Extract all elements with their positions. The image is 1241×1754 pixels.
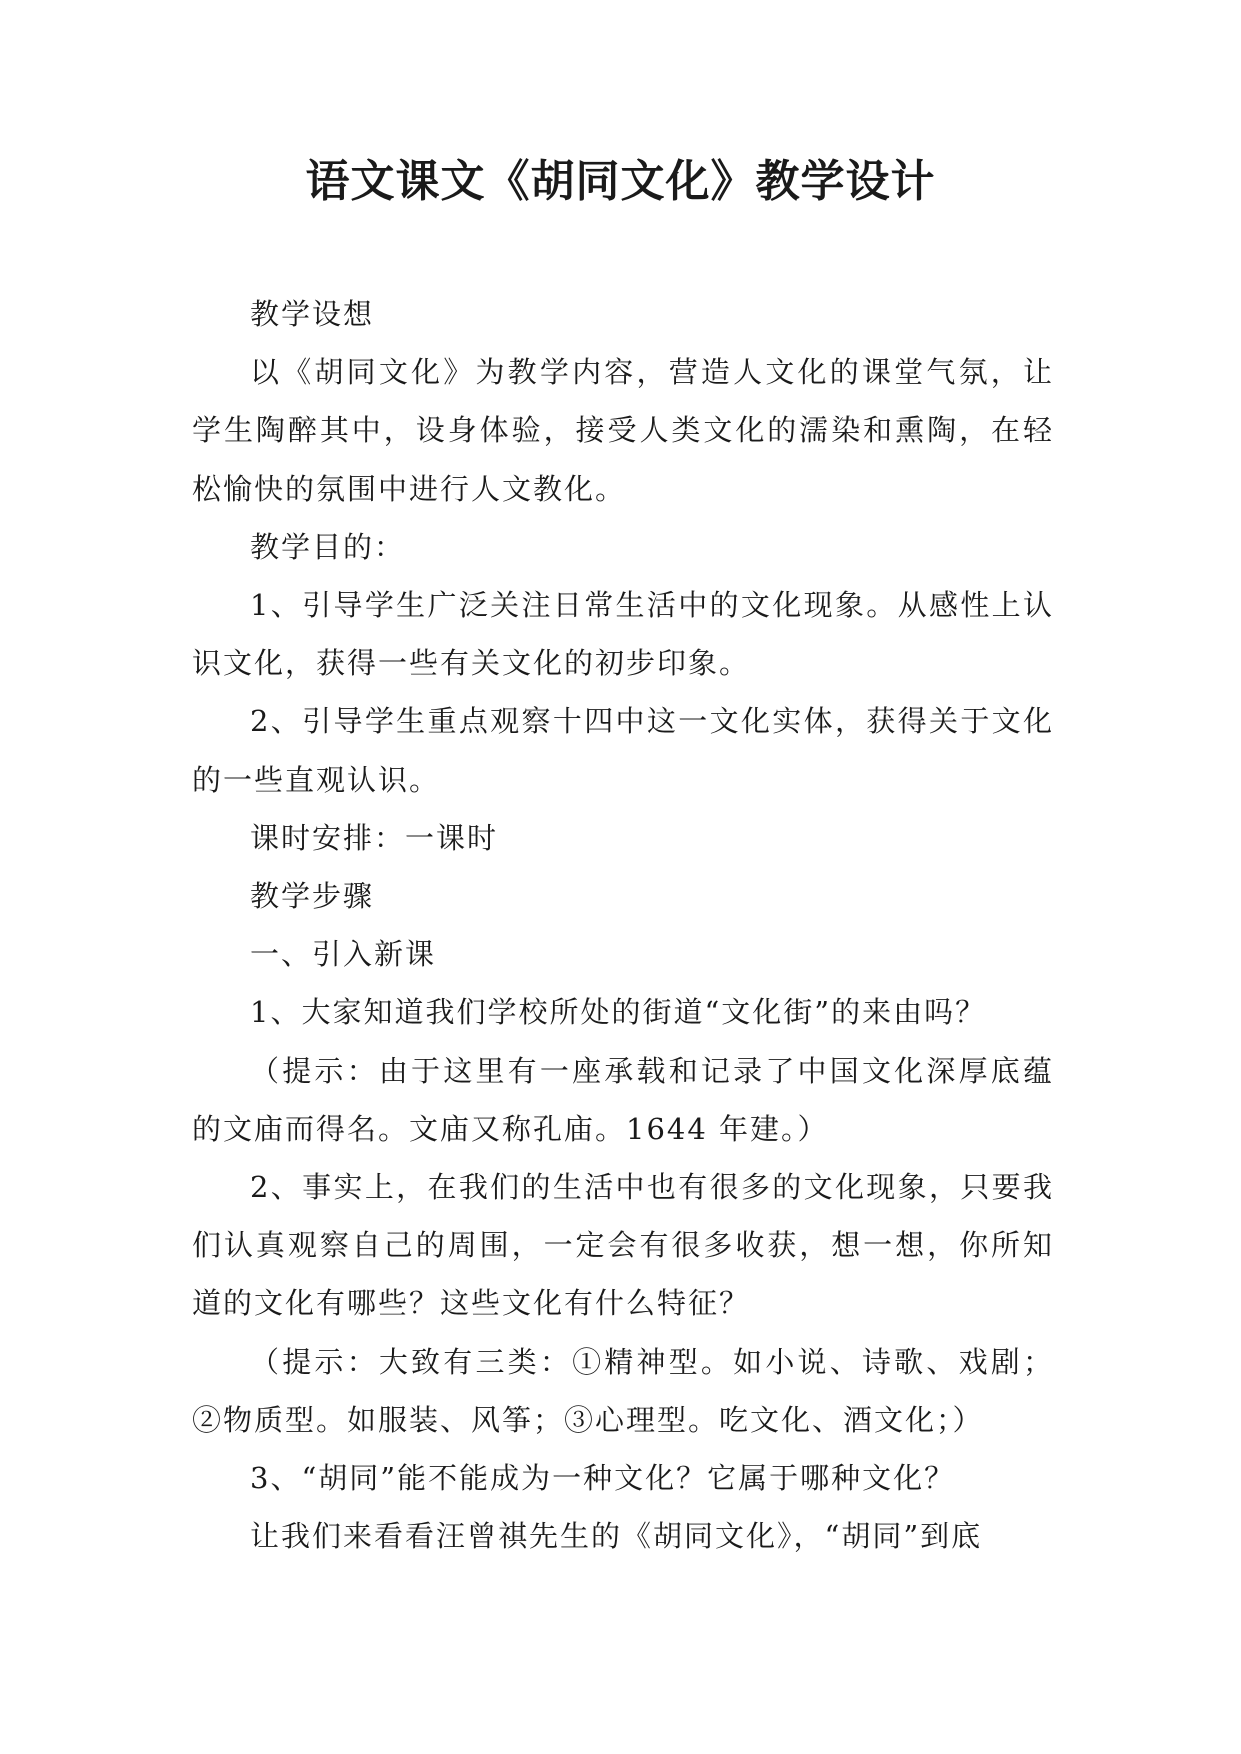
step-question-2: 2、事实上，在我们的生活中也有很多的文化现象，只要我们认真观察自己的周围，一定会有很多收获，想一想，你所知道的文化有哪些？这些文化有什么特征？	[192, 1170, 1054, 1321]
step-hint-2: （提示：大致有三类：①精神型。如小说、诗歌、戏剧；②物质型。如服装、风筝；③心理型。吃文化、酒文化；）	[192, 1344, 1054, 1437]
step-question-3: 3、“胡同”能不能成为一种文化？它属于哪种文化？	[250, 1461, 956, 1496]
section-heading-teaching-concept: 教学设想	[250, 297, 375, 331]
paragraph-continuation: 让我们来看看汪曾祺先生的《胡同文化》，“胡同”到底	[250, 1519, 983, 1554]
class-schedule: 课时安排：一课时	[250, 820, 499, 855]
step-question-1: 1、大家知道我们学校所处的街道“文化街”的来由吗？	[250, 995, 987, 1030]
document-body	[192, 285, 1054, 1565]
objective-item-1: 1、引导学生广泛关注日常生活中的文化现象。从感性上认识文化，获得一些有关文化的初步印象。	[192, 588, 1054, 681]
step-heading-introduce-lesson: 一、引入新课	[250, 937, 437, 972]
section-heading-teaching-steps: 教学步骤	[250, 879, 375, 914]
paragraph-teaching-concept: 以《胡同文化》为教学内容，营造人文化的课堂气氛，让学生陶醉其中，设身体验，接受人类文化的濡染和熏陶，在轻松愉快的氛围中进行人文教化。	[192, 355, 1054, 506]
objective-item-2: 2、引导学生重点观察十四中这一文化实体，获得关于文化的一些直观认识。	[192, 704, 1054, 797]
section-heading-teaching-objectives: 教学目的：	[250, 529, 406, 564]
document-title: 语文课文《胡同文化》教学设计	[305, 156, 936, 207]
step-hint-1: （提示：由于这里有一座承载和记录了中国文化深厚底蕴的文庙而得名。文庙又称孔庙。1644 年建。）	[192, 1053, 1054, 1146]
